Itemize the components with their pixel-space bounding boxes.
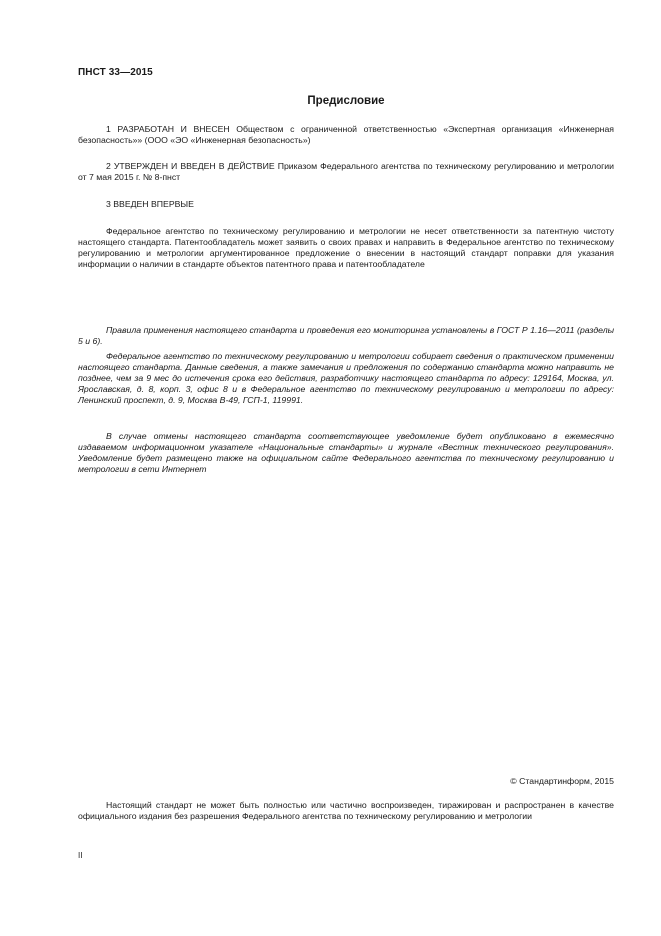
document-code: ПНСТ 33—2015: [78, 67, 153, 78]
item-1-developed-by: 1 РАЗРАБОТАН И ВНЕСЕН Обществом с ограниченной ответственностью «Экспертная организация «Инженерная безопасность»» (ООО «ЭО «Инженерная безопасность»): [78, 124, 614, 145]
item-2-approved-by: 2 УТВЕРЖДЕН И ВВЕДЕН В ДЕЙСТВИЕ Приказом Федерального агентства по техническому регулированию и метрологии от 7 мая 2015 г. № 8-пнст: [78, 161, 614, 182]
page-number: II: [78, 851, 83, 860]
page-title: Предисловие: [307, 95, 385, 107]
rules-application: Правила применения настоящего стандарта и проведения его мониторинга установлены в ГОСТ Р 1.16—2011 (разделы 5 и 6).: [78, 325, 614, 346]
reproduction-notice: Настоящий стандарт не может быть полностью или частично воспроизведен, тиражирован и распространен в качестве официального издания без разрешения Федерального агентства по техническому регулированию и метрологии: [78, 800, 614, 821]
rules-feedback: Федеральное агентство по техническому регулированию и метрологии собирает сведения о практическом применении настоящего стандарта. Данные сведения, а также замечания и предложения по содержанию стандарта можно направить не позднее, чем за 9 мес до истечения срока его действия, разработчику настоящего стандарта по адресу: 129164, Москва, ул. Ярославская, д. 8, корп. 3, офис 8 и в Федеральное агентство по техническому регулированию и метрологии по адресу: Ленинский проспект, д. 9, Москва В-49, ГСП-1, 119991.: [78, 351, 614, 405]
copyright: © Стандартинформ, 2015: [510, 776, 614, 786]
item-3-first-introduced: 3 ВВЕДЕН ВПЕРВЫЕ: [106, 199, 194, 209]
patent-notice: Федеральное агентство по техническому регулированию и метрологии не несет ответственности за патентную чистоту настоящего стандарта. Патентообладатель может заявить о своих правах и направить в Федеральное агентство по техническому регулированию и метрологии аргументированное предложение о внесении в настоящий стандарт поправки для указания информации о наличии в стандарте объектов патентного права и патентообладателе: [78, 226, 614, 269]
rules-cancellation: В случае отмены настоящего стандарта соответствующее уведомление будет опубликовано в ежемесячно издаваемом информационном указателе «Национальные стандарты» и журнале «Вестник технического регулирования». Уведомление будет размещено также на официальном сайте Федерального агентства по техническому регулированию и метрологии в сети Интернет: [78, 431, 614, 474]
